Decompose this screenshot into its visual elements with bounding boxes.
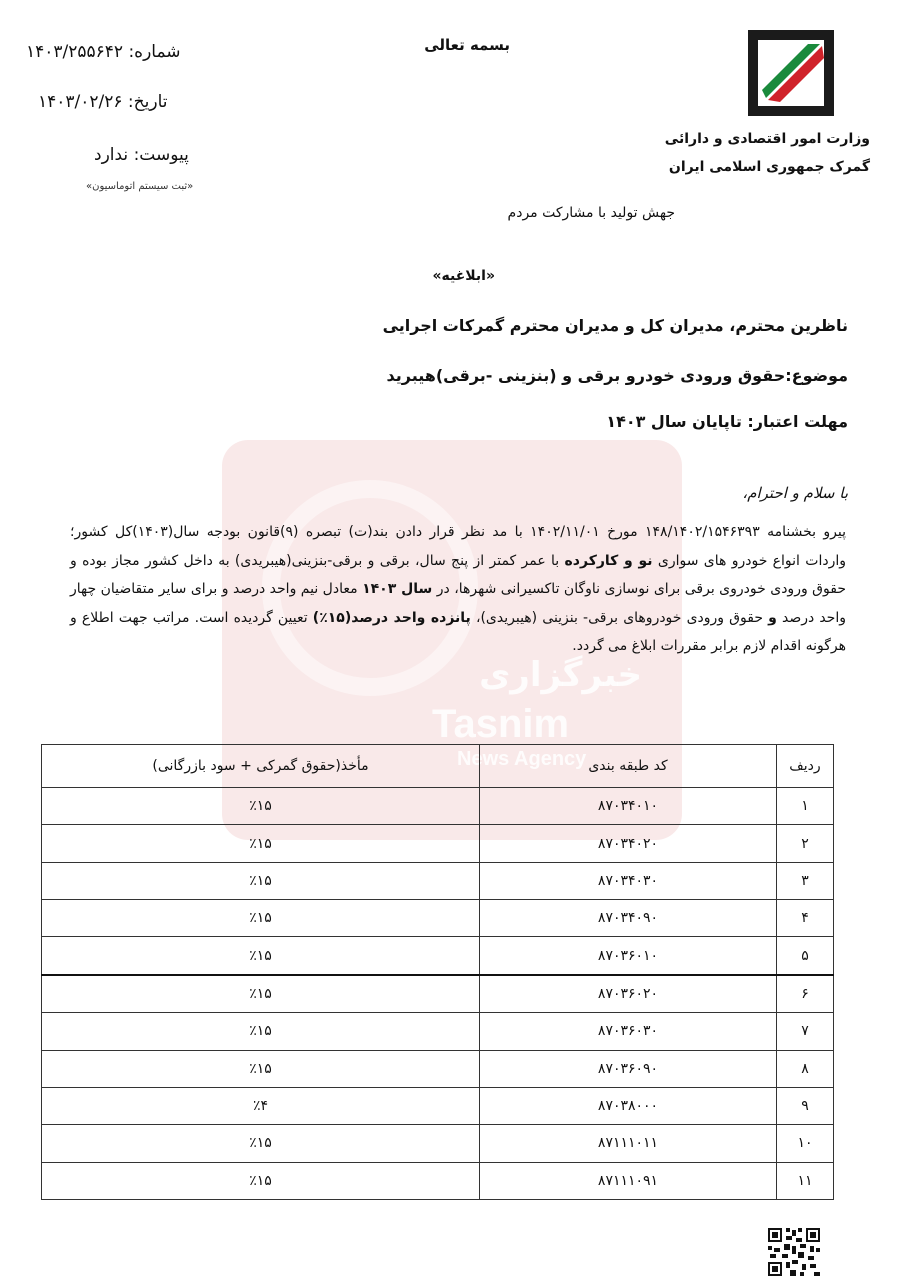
- body-text-3: معادل نیم واحد درصد و برای سایر متقاضیان چهار واحد درصد: [70, 581, 846, 626]
- ministry-block: [665, 125, 870, 181]
- body-text-1: پیرو بخشنامه ۱۴۸/۱۴۰۲/۱۵۴۶۳۹۳ مورخ ۱۴۰۲/۱۱/۰۱ با مد نظر قرار دادن بند(ت) تبصره (۹)قانون بودجه سال(۱۴۰۳)کل کشور؛ واردات انواع خودرو های سواری: [70, 524, 846, 569]
- table-row: [42, 937, 834, 975]
- watermark-sub-en: News Agency: [457, 748, 587, 770]
- row-rate: ٪۱۵: [42, 1125, 480, 1162]
- row-code: ۸۷۰۳۶۰۱۰: [480, 937, 777, 975]
- row-rate: ٪۱۵: [42, 900, 480, 937]
- table-row: [42, 900, 834, 937]
- row-index: ۱: [777, 788, 834, 825]
- table-row: [42, 1125, 834, 1162]
- number-label: شماره:: [128, 42, 181, 62]
- row-code: ۸۷۰۳۶۰۲۰: [480, 975, 777, 1013]
- body-bold-4: پانزده واحد درصد(۱۵٪): [312, 609, 471, 626]
- addressee: ناظرین محترم، مدیران کل و مدیران محترم گمرکات اجرایی: [382, 316, 848, 335]
- header-code: کد طبقه بندی: [480, 745, 777, 788]
- row-index: ۸: [777, 1050, 834, 1087]
- slogan: جهش تولید با مشارکت مردم: [507, 205, 675, 221]
- row-code: ۸۷۰۳۸۰۰۰: [480, 1087, 777, 1124]
- letter-number: [26, 42, 181, 62]
- body-bold-3: و: [768, 609, 777, 626]
- row-index: ۱۰: [777, 1125, 834, 1162]
- row-rate: ٪۴: [42, 1087, 480, 1124]
- row-index: ۲: [777, 825, 834, 862]
- customs-logo-icon: [748, 30, 834, 116]
- body-bold-2: سال ۱۴۰۳: [362, 581, 433, 597]
- table-row: [42, 788, 834, 825]
- row-code: ۸۷۰۳۴۰۲۰: [480, 825, 777, 862]
- row-index: ۵: [777, 937, 834, 975]
- row-index: ۶: [777, 975, 834, 1013]
- letter-date: [38, 92, 167, 112]
- body-text-4: حقوق ورودی خودروهای برقی- بنزینی (هیبریدی)،: [470, 609, 769, 626]
- table-row: [42, 825, 834, 862]
- row-index: ۳: [777, 862, 834, 899]
- row-code: ۸۷۱۱۱۰۹۱: [480, 1162, 777, 1199]
- date-value: ۱۴۰۳/۰۲/۲۶: [38, 92, 123, 112]
- row-rate: ٪۱۵: [42, 1162, 480, 1199]
- table-row: [42, 1013, 834, 1050]
- table-row: [42, 975, 834, 1013]
- row-rate: ٪۱۵: [42, 1050, 480, 1087]
- table-header-row: [42, 745, 834, 788]
- row-index: ۱۱: [777, 1162, 834, 1199]
- row-code: ۸۷۰۳۶۰۹۰: [480, 1050, 777, 1087]
- watermark-brand-en: Tasnim: [432, 702, 570, 746]
- row-index: ۹: [777, 1087, 834, 1124]
- row-index: ۴: [777, 900, 834, 937]
- tariff-table: [41, 744, 834, 1200]
- qr-code-icon: [766, 1226, 822, 1278]
- body-paragraph: [70, 518, 846, 661]
- body-text-2: با عمر کمتر از پنج سال، برقی و برقی-بنزینی(هیبریدی) به داخل کشور مجاز بوده و حقوق ورودی خودروی برقی برای نوسازی ناوگان تاکسیرانی شهرها، در: [70, 552, 846, 597]
- row-rate: ٪۱۵: [42, 937, 480, 975]
- body-text-5: تعیین گردیده است. مراتب جهت اطلاع و هرگونه اقدام لازم برابر مقررات ابلاغ می گردد.: [70, 609, 846, 654]
- greeting: با سلام و احترام،: [742, 484, 848, 502]
- row-code: ۸۷۰۳۴۰۳۰: [480, 862, 777, 899]
- header-index: ردیف: [777, 745, 834, 788]
- letter-attachment: [94, 145, 189, 165]
- watermark-brand-fa: خبرگزاری: [479, 655, 642, 695]
- system-note: «ثبت سیستم اتوماسیون»: [86, 181, 194, 192]
- subject-line: موضوع:حقوق ورودی خودرو برقی و (بنزینی -برقی)هیبرید: [386, 366, 848, 385]
- row-rate: ٪۱۵: [42, 825, 480, 862]
- attachment-label: پیوست:: [133, 145, 189, 165]
- row-code: ۸۷۰۳۴۰۹۰: [480, 900, 777, 937]
- table-row: [42, 862, 834, 899]
- row-code: ۸۷۰۳۶۰۳۰: [480, 1013, 777, 1050]
- bismillah: بسمه تعالی: [424, 36, 510, 54]
- number-value: ۱۴۰۳/۲۵۵۶۴۲: [26, 42, 124, 62]
- table-row: [42, 1050, 834, 1087]
- row-rate: ٪۱۵: [42, 862, 480, 899]
- row-code: ۸۷۰۳۴۰۱۰: [480, 788, 777, 825]
- row-rate: ٪۱۵: [42, 788, 480, 825]
- attachment-value: ندارد: [94, 145, 129, 165]
- row-index: ۷: [777, 1013, 834, 1050]
- table-row: [42, 1087, 834, 1124]
- row-rate: ٪۱۵: [42, 975, 480, 1013]
- organization-name: گمرک جمهوری اسلامی ایران: [668, 159, 870, 175]
- document-title: «ابلاغیه»: [432, 268, 495, 284]
- row-rate: ٪۱۵: [42, 1013, 480, 1050]
- table-row: [42, 1162, 834, 1199]
- validity-line: مهلت اعتبار: تاپایان سال ۱۴۰۳: [606, 412, 848, 431]
- body-bold-1: نو و کارکرده: [564, 552, 653, 569]
- ministry-name: وزارت امور اقتصادی و دارائی: [664, 131, 870, 147]
- header-rate: مأخذ(حقوق گمرکی + سود بازرگانی): [42, 745, 480, 788]
- date-label: تاریخ:: [127, 92, 168, 112]
- row-code: ۸۷۱۱۱۰۱۱: [480, 1125, 777, 1162]
